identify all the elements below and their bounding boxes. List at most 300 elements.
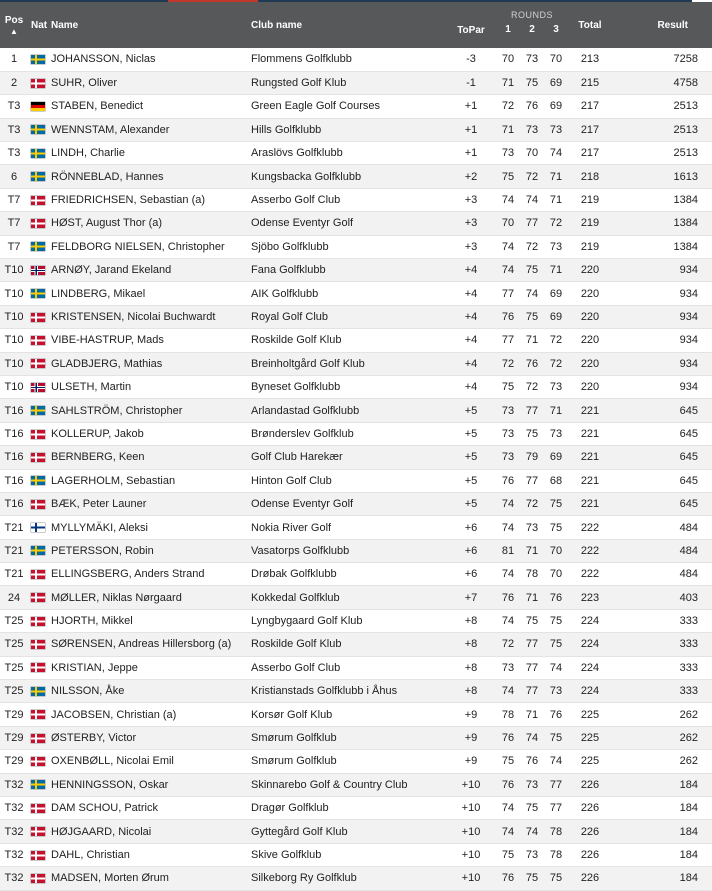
table-row[interactable] bbox=[0, 142, 712, 165]
position-cell: T3 bbox=[0, 142, 28, 165]
total-score-cell: 217 bbox=[568, 142, 612, 165]
to-par-cell: +5 bbox=[446, 492, 496, 515]
round-3-score-cell: 73 bbox=[544, 680, 568, 703]
result-points-cell: 184 bbox=[612, 797, 712, 820]
player-name-cell[interactable]: KOLLERUP, Jakob bbox=[48, 422, 248, 445]
table-row[interactable] bbox=[0, 539, 712, 562]
club-name-cell: Byneset Golfklubb bbox=[248, 375, 446, 398]
table-row[interactable] bbox=[0, 48, 712, 71]
round-2-score-cell: 75 bbox=[520, 422, 544, 445]
player-name-cell[interactable]: HJORTH, Mikkel bbox=[48, 609, 248, 632]
to-par-cell: +5 bbox=[446, 446, 496, 469]
table-row[interactable] bbox=[0, 563, 712, 586]
result-points-cell: 645 bbox=[612, 469, 712, 492]
nationality-flag-cell bbox=[28, 609, 48, 632]
flag-dk-icon bbox=[31, 430, 45, 439]
round-2-score-cell: 77 bbox=[520, 399, 544, 422]
round-2-score-cell: 72 bbox=[520, 235, 544, 258]
flag-dk-icon bbox=[31, 734, 45, 743]
position-cell: T29 bbox=[0, 750, 28, 773]
nationality-flag-cell bbox=[28, 212, 48, 235]
club-name-cell: Kokkedal Golfklub bbox=[248, 586, 446, 609]
club-name-cell: Sjöbo Golfklubb bbox=[248, 235, 446, 258]
total-score-cell: 224 bbox=[568, 609, 612, 632]
player-name-cell[interactable]: GLADBJERG, Mathias bbox=[48, 352, 248, 375]
table-row[interactable] bbox=[0, 212, 712, 235]
total-score-cell: 220 bbox=[568, 282, 612, 305]
column-header-name[interactable]: Name bbox=[48, 2, 248, 48]
total-score-cell: 221 bbox=[568, 446, 612, 469]
round-1-score-cell: 77 bbox=[496, 329, 520, 352]
club-name-cell: Odense Eventyr Golf bbox=[248, 212, 446, 235]
player-name-cell[interactable]: STABEN, Benedict bbox=[48, 95, 248, 118]
table-row[interactable] bbox=[0, 329, 712, 352]
total-score-cell: 222 bbox=[568, 516, 612, 539]
total-score-cell: 213 bbox=[568, 48, 612, 71]
club-name-cell: Nokia River Golf bbox=[248, 516, 446, 539]
table-row[interactable] bbox=[0, 492, 712, 515]
position-cell: T16 bbox=[0, 469, 28, 492]
result-points-cell: 1384 bbox=[612, 212, 712, 235]
round-2-score-cell: 75 bbox=[520, 867, 544, 890]
total-score-cell: 219 bbox=[568, 212, 612, 235]
round-1-score-cell: 75 bbox=[496, 843, 520, 866]
table-row[interactable] bbox=[0, 867, 712, 890]
nationality-flag-cell bbox=[28, 726, 48, 749]
round-1-score-cell: 71 bbox=[496, 118, 520, 141]
player-name-cell[interactable]: JOHANSSON, Niclas bbox=[48, 48, 248, 71]
total-score-cell: 225 bbox=[568, 703, 612, 726]
round-1-score-cell: 74 bbox=[496, 516, 520, 539]
pos-header-label: Pos bbox=[4, 14, 24, 26]
club-name-cell: Araslövs Golfklubb bbox=[248, 142, 446, 165]
flag-fi-icon bbox=[31, 523, 45, 532]
player-name-cell[interactable]: SAHLSTRÖM, Christopher bbox=[48, 399, 248, 422]
player-name-cell[interactable]: BÆK, Peter Launer bbox=[48, 492, 248, 515]
club-name-cell: Vasatorps Golfklubb bbox=[248, 539, 446, 562]
to-par-cell: +9 bbox=[446, 703, 496, 726]
player-name-cell[interactable]: ØSTERBY, Victor bbox=[48, 726, 248, 749]
table-row[interactable] bbox=[0, 95, 712, 118]
player-name-cell[interactable]: MADSEN, Morten Ørum bbox=[48, 867, 248, 890]
column-header-topar[interactable]: ToPar bbox=[446, 2, 496, 48]
round-3-score-cell: 70 bbox=[544, 563, 568, 586]
round-3-score-cell: 75 bbox=[544, 609, 568, 632]
result-points-cell: 333 bbox=[612, 656, 712, 679]
round-2-score-cell: 71 bbox=[520, 329, 544, 352]
round-1-score-cell: 76 bbox=[496, 773, 520, 796]
round-3-score-cell: 78 bbox=[544, 843, 568, 866]
total-score-cell: 222 bbox=[568, 563, 612, 586]
total-score-cell: 215 bbox=[568, 71, 612, 94]
club-name-cell: Dragør Golfklub bbox=[248, 797, 446, 820]
to-par-cell: +7 bbox=[446, 586, 496, 609]
club-name-cell: Flommens Golfklubb bbox=[248, 48, 446, 71]
player-name-cell[interactable]: FRIEDRICHSEN, Sebastian (a) bbox=[48, 188, 248, 211]
result-points-cell: 7258 bbox=[612, 48, 712, 71]
table-row[interactable] bbox=[0, 516, 712, 539]
column-header-round-3[interactable]: 3 bbox=[553, 24, 559, 35]
to-par-cell: +10 bbox=[446, 797, 496, 820]
round-1-score-cell: 74 bbox=[496, 797, 520, 820]
position-cell: T10 bbox=[0, 352, 28, 375]
nationality-flag-cell bbox=[28, 586, 48, 609]
table-row[interactable] bbox=[0, 609, 712, 632]
round-3-score-cell: 68 bbox=[544, 469, 568, 492]
position-cell: T10 bbox=[0, 375, 28, 398]
result-points-cell: 1384 bbox=[612, 188, 712, 211]
result-points-cell: 645 bbox=[612, 446, 712, 469]
player-name-cell[interactable]: SØRENSEN, Andreas Hillersborg (a) bbox=[48, 633, 248, 656]
result-points-cell: 184 bbox=[612, 867, 712, 890]
leaderboard-body bbox=[0, 48, 712, 890]
round-3-score-cell: 70 bbox=[544, 48, 568, 71]
table-row[interactable] bbox=[0, 259, 712, 282]
column-header-round-1[interactable]: 1 bbox=[505, 24, 511, 35]
round-2-score-cell: 75 bbox=[520, 71, 544, 94]
result-points-cell: 645 bbox=[612, 492, 712, 515]
player-name-cell[interactable]: RÖNNEBLAD, Hannes bbox=[48, 165, 248, 188]
nationality-flag-cell bbox=[28, 867, 48, 890]
to-par-cell: +5 bbox=[446, 422, 496, 445]
position-cell: T29 bbox=[0, 703, 28, 726]
total-score-cell: 222 bbox=[568, 539, 612, 562]
total-score-cell: 225 bbox=[568, 726, 612, 749]
round-1-score-cell: 76 bbox=[496, 305, 520, 328]
table-row[interactable] bbox=[0, 820, 712, 843]
club-name-cell: Roskilde Golf Klub bbox=[248, 633, 446, 656]
club-name-cell: AIK Golfklubb bbox=[248, 282, 446, 305]
round-1-score-cell: 73 bbox=[496, 399, 520, 422]
table-row[interactable] bbox=[0, 118, 712, 141]
to-par-cell: +8 bbox=[446, 609, 496, 632]
round-2-score-cell: 73 bbox=[520, 773, 544, 796]
flag-dk-icon bbox=[31, 336, 45, 345]
club-name-cell: Skive Golfklub bbox=[248, 843, 446, 866]
nationality-flag-cell bbox=[28, 656, 48, 679]
round-2-score-cell: 74 bbox=[520, 282, 544, 305]
player-name-cell[interactable]: HENNINGSSON, Oskar bbox=[48, 773, 248, 796]
flag-dk-icon bbox=[31, 453, 45, 462]
flag-se-icon bbox=[31, 172, 45, 181]
round-3-score-cell: 71 bbox=[544, 399, 568, 422]
club-name-cell: Lyngbygaard Golf Klub bbox=[248, 609, 446, 632]
table-row[interactable] bbox=[0, 375, 712, 398]
club-name-cell: Royal Golf Club bbox=[248, 305, 446, 328]
round-1-score-cell: 76 bbox=[496, 867, 520, 890]
table-row[interactable] bbox=[0, 750, 712, 773]
round-2-score-cell: 77 bbox=[520, 469, 544, 492]
round-1-score-cell: 75 bbox=[496, 165, 520, 188]
club-name-cell: Hinton Golf Club bbox=[248, 469, 446, 492]
round-2-score-cell: 75 bbox=[520, 797, 544, 820]
result-points-cell: 184 bbox=[612, 773, 712, 796]
round-2-score-cell: 76 bbox=[520, 750, 544, 773]
round-3-score-cell: 69 bbox=[544, 305, 568, 328]
club-name-cell: Skinnarebo Golf & Country Club bbox=[248, 773, 446, 796]
position-cell: 2 bbox=[0, 71, 28, 94]
flag-dk-icon bbox=[31, 359, 45, 368]
position-cell: T10 bbox=[0, 305, 28, 328]
nationality-flag-cell bbox=[28, 305, 48, 328]
result-points-cell: 934 bbox=[612, 259, 712, 282]
to-par-cell: +2 bbox=[446, 165, 496, 188]
flag-dk-icon bbox=[31, 757, 45, 766]
nationality-flag-cell bbox=[28, 375, 48, 398]
result-points-cell: 333 bbox=[612, 609, 712, 632]
nationality-flag-cell bbox=[28, 95, 48, 118]
round-1-score-cell: 74 bbox=[496, 235, 520, 258]
round-3-score-cell: 73 bbox=[544, 422, 568, 445]
position-cell: T7 bbox=[0, 212, 28, 235]
nationality-flag-cell bbox=[28, 820, 48, 843]
round-2-score-cell: 76 bbox=[520, 352, 544, 375]
player-name-cell[interactable]: DAM SCHOU, Patrick bbox=[48, 797, 248, 820]
flag-dk-icon bbox=[31, 710, 45, 719]
column-header-pos[interactable] bbox=[0, 2, 28, 48]
to-par-cell: +6 bbox=[446, 563, 496, 586]
round-2-score-cell: 72 bbox=[520, 165, 544, 188]
club-name-cell: Kristianstads Golfklubb i Åhus bbox=[248, 680, 446, 703]
position-cell: T32 bbox=[0, 797, 28, 820]
position-cell: 24 bbox=[0, 586, 28, 609]
nationality-flag-cell bbox=[28, 329, 48, 352]
table-row[interactable] bbox=[0, 399, 712, 422]
player-name-cell[interactable]: OXENBØLL, Nicolai Emil bbox=[48, 750, 248, 773]
nationality-flag-cell bbox=[28, 843, 48, 866]
nationality-flag-cell bbox=[28, 399, 48, 422]
round-3-score-cell: 72 bbox=[544, 352, 568, 375]
player-name-cell[interactable]: BERNBERG, Keen bbox=[48, 446, 248, 469]
nationality-flag-cell bbox=[28, 235, 48, 258]
result-points-cell: 403 bbox=[612, 586, 712, 609]
result-points-cell: 262 bbox=[612, 703, 712, 726]
table-row[interactable] bbox=[0, 71, 712, 94]
flag-dk-icon bbox=[31, 640, 45, 649]
position-cell: T21 bbox=[0, 563, 28, 586]
round-2-score-cell: 73 bbox=[520, 48, 544, 71]
to-par-cell: +6 bbox=[446, 516, 496, 539]
column-header-nat[interactable]: Nat bbox=[28, 2, 48, 48]
to-par-cell: +3 bbox=[446, 212, 496, 235]
to-par-cell: +10 bbox=[446, 843, 496, 866]
table-row[interactable] bbox=[0, 703, 712, 726]
total-score-cell: 221 bbox=[568, 492, 612, 515]
total-score-cell: 226 bbox=[568, 843, 612, 866]
player-name-cell[interactable]: VIBE-HASTRUP, Mads bbox=[48, 329, 248, 352]
position-cell: T16 bbox=[0, 399, 28, 422]
round-1-score-cell: 72 bbox=[496, 352, 520, 375]
round-2-score-cell: 74 bbox=[520, 820, 544, 843]
flag-dk-icon bbox=[31, 219, 45, 228]
position-cell: T32 bbox=[0, 773, 28, 796]
table-row[interactable] bbox=[0, 282, 712, 305]
to-par-cell: +10 bbox=[446, 820, 496, 843]
sort-ascending-icon: ▲ bbox=[10, 26, 18, 36]
table-row[interactable] bbox=[0, 773, 712, 796]
table-row[interactable] bbox=[0, 422, 712, 445]
position-cell: T21 bbox=[0, 516, 28, 539]
total-score-cell: 221 bbox=[568, 399, 612, 422]
club-name-cell: Gyttegård Golf Klub bbox=[248, 820, 446, 843]
club-name-cell: Golf Club Harekær bbox=[248, 446, 446, 469]
round-1-score-cell: 73 bbox=[496, 446, 520, 469]
table-row[interactable] bbox=[0, 188, 712, 211]
club-name-cell: Rungsted Golf Klub bbox=[248, 71, 446, 94]
position-cell: T10 bbox=[0, 329, 28, 352]
total-score-cell: 224 bbox=[568, 633, 612, 656]
player-name-cell[interactable]: LINDBERG, Mikael bbox=[48, 282, 248, 305]
table-row[interactable] bbox=[0, 680, 712, 703]
round-1-score-cell: 72 bbox=[496, 633, 520, 656]
to-par-cell: +8 bbox=[446, 680, 496, 703]
round-3-score-cell: 74 bbox=[544, 142, 568, 165]
total-score-cell: 220 bbox=[568, 352, 612, 375]
club-name-cell: Fana Golfklubb bbox=[248, 259, 446, 282]
player-name-cell[interactable]: LAGERHOLM, Sebastian bbox=[48, 469, 248, 492]
nationality-flag-cell bbox=[28, 118, 48, 141]
position-cell: 1 bbox=[0, 48, 28, 71]
to-par-cell: +3 bbox=[446, 235, 496, 258]
player-name-cell[interactable]: LINDH, Charlie bbox=[48, 142, 248, 165]
player-name-cell[interactable]: FELDBORG NIELSEN, Christopher bbox=[48, 235, 248, 258]
table-row[interactable] bbox=[0, 797, 712, 820]
header-row bbox=[0, 2, 712, 48]
table-row[interactable] bbox=[0, 656, 712, 679]
round-3-score-cell: 75 bbox=[544, 633, 568, 656]
position-cell: T21 bbox=[0, 539, 28, 562]
round-3-score-cell: 69 bbox=[544, 95, 568, 118]
nationality-flag-cell bbox=[28, 282, 48, 305]
nationality-flag-cell bbox=[28, 142, 48, 165]
round-1-score-cell: 75 bbox=[496, 375, 520, 398]
column-header-club[interactable]: Club name bbox=[248, 2, 446, 48]
position-cell: 6 bbox=[0, 165, 28, 188]
nationality-flag-cell bbox=[28, 188, 48, 211]
round-1-score-cell: 76 bbox=[496, 726, 520, 749]
player-name-cell[interactable]: MØLLER, Niklas Nørgaard bbox=[48, 586, 248, 609]
club-name-cell: Arlandastad Golfklubb bbox=[248, 399, 446, 422]
round-2-score-cell: 75 bbox=[520, 609, 544, 632]
round-3-score-cell: 72 bbox=[544, 212, 568, 235]
nationality-flag-cell bbox=[28, 71, 48, 94]
to-par-cell: +4 bbox=[446, 352, 496, 375]
position-cell: T7 bbox=[0, 188, 28, 211]
result-points-cell: 333 bbox=[612, 680, 712, 703]
total-score-cell: 220 bbox=[568, 375, 612, 398]
round-3-score-cell: 71 bbox=[544, 259, 568, 282]
club-name-cell: Drøbak Golfklubb bbox=[248, 563, 446, 586]
club-name-cell: Kungsbacka Golfklubb bbox=[248, 165, 446, 188]
player-name-cell[interactable]: KRISTIAN, Jeppe bbox=[48, 656, 248, 679]
flag-dk-icon bbox=[31, 804, 45, 813]
position-cell: T7 bbox=[0, 235, 28, 258]
flag-de-icon bbox=[31, 102, 45, 111]
column-header-total[interactable]: Total bbox=[568, 2, 612, 48]
round-3-score-cell: 71 bbox=[544, 165, 568, 188]
position-cell: T29 bbox=[0, 726, 28, 749]
table-row[interactable] bbox=[0, 843, 712, 866]
total-score-cell: 225 bbox=[568, 750, 612, 773]
result-points-cell: 184 bbox=[612, 843, 712, 866]
result-points-cell: 1384 bbox=[612, 235, 712, 258]
nationality-flag-cell bbox=[28, 633, 48, 656]
club-name-cell: Silkeborg Ry Golfklub bbox=[248, 867, 446, 890]
player-name-cell[interactable]: ULSETH, Martin bbox=[48, 375, 248, 398]
table-row[interactable] bbox=[0, 586, 712, 609]
to-par-cell: +1 bbox=[446, 142, 496, 165]
position-cell: T16 bbox=[0, 422, 28, 445]
table-row[interactable] bbox=[0, 726, 712, 749]
total-score-cell: 223 bbox=[568, 586, 612, 609]
column-header-round-2[interactable]: 2 bbox=[529, 24, 535, 35]
player-name-cell[interactable]: MYLLYMÄKI, Aleksi bbox=[48, 516, 248, 539]
flag-no-icon bbox=[31, 383, 45, 392]
total-score-cell: 224 bbox=[568, 680, 612, 703]
table-row[interactable] bbox=[0, 352, 712, 375]
player-name-cell[interactable]: KRISTENSEN, Nicolai Buchwardt bbox=[48, 305, 248, 328]
round-2-score-cell: 73 bbox=[520, 843, 544, 866]
round-3-score-cell: 73 bbox=[544, 235, 568, 258]
player-name-cell[interactable]: WENNSTAM, Alexander bbox=[48, 118, 248, 141]
result-points-cell: 484 bbox=[612, 563, 712, 586]
to-par-cell: +9 bbox=[446, 750, 496, 773]
table-row[interactable] bbox=[0, 305, 712, 328]
flag-dk-icon bbox=[31, 500, 45, 509]
club-name-cell: Smørum Golfklub bbox=[248, 750, 446, 773]
player-name-cell[interactable]: ARNØY, Jarand Ekeland bbox=[48, 259, 248, 282]
flag-dk-icon bbox=[31, 313, 45, 322]
flag-se-icon bbox=[31, 780, 45, 789]
player-name-cell[interactable]: SUHR, Oliver bbox=[48, 71, 248, 94]
total-score-cell: 220 bbox=[568, 305, 612, 328]
table-row[interactable] bbox=[0, 446, 712, 469]
player-name-cell[interactable]: JACOBSEN, Christian (a) bbox=[48, 703, 248, 726]
round-2-score-cell: 77 bbox=[520, 212, 544, 235]
flag-dk-icon bbox=[31, 79, 45, 88]
round-3-score-cell: 73 bbox=[544, 375, 568, 398]
player-name-cell[interactable]: HØST, August Thor (a) bbox=[48, 212, 248, 235]
position-cell: T16 bbox=[0, 446, 28, 469]
flag-no-icon bbox=[31, 266, 45, 275]
nationality-flag-cell bbox=[28, 703, 48, 726]
player-name-cell[interactable]: HØJGAARD, Nicolai bbox=[48, 820, 248, 843]
player-name-cell[interactable]: DAHL, Christian bbox=[48, 843, 248, 866]
round-2-score-cell: 70 bbox=[520, 142, 544, 165]
round-2-score-cell: 74 bbox=[520, 726, 544, 749]
round-2-score-cell: 77 bbox=[520, 680, 544, 703]
club-name-cell: Brønderslev Golfklub bbox=[248, 422, 446, 445]
table-row[interactable] bbox=[0, 235, 712, 258]
result-points-cell: 484 bbox=[612, 539, 712, 562]
round-1-score-cell: 74 bbox=[496, 680, 520, 703]
round-1-score-cell: 73 bbox=[496, 656, 520, 679]
nationality-flag-cell bbox=[28, 165, 48, 188]
table-row[interactable] bbox=[0, 469, 712, 492]
table-row[interactable] bbox=[0, 633, 712, 656]
player-name-cell[interactable]: ELLINGSBERG, Anders Strand bbox=[48, 563, 248, 586]
round-3-score-cell: 78 bbox=[544, 820, 568, 843]
round-1-score-cell: 74 bbox=[496, 188, 520, 211]
position-cell: T3 bbox=[0, 95, 28, 118]
result-points-cell: 2513 bbox=[612, 95, 712, 118]
player-name-cell[interactable]: NILSSON, Åke bbox=[48, 680, 248, 703]
table-row[interactable] bbox=[0, 165, 712, 188]
result-points-cell: 934 bbox=[612, 329, 712, 352]
player-name-cell[interactable]: PETERSSON, Robin bbox=[48, 539, 248, 562]
round-1-score-cell: 74 bbox=[496, 609, 520, 632]
column-header-result[interactable]: Result bbox=[612, 2, 712, 48]
